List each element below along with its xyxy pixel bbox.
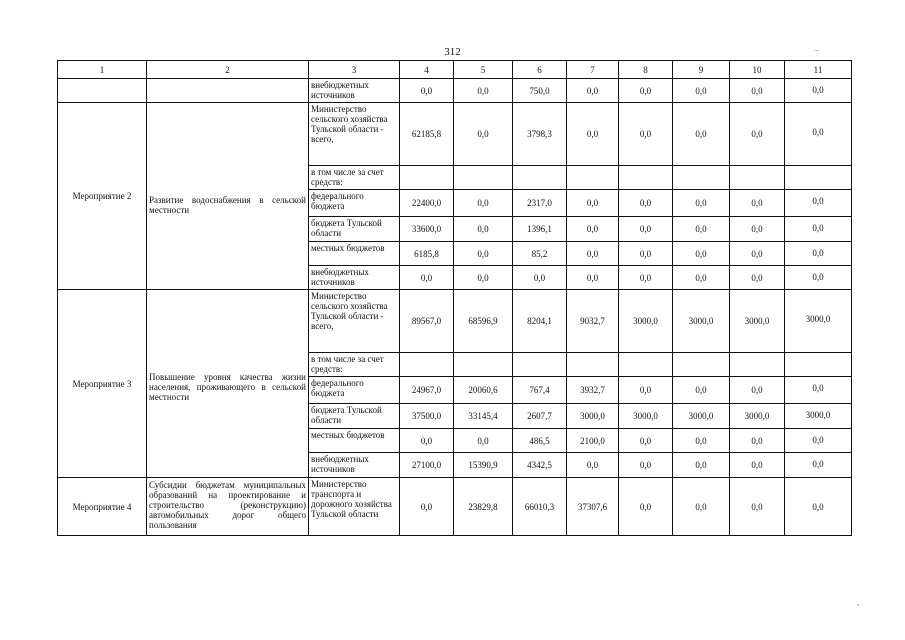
value-cell: 767,4 [513,377,567,404]
source-cell: в том числе за счет средств: [309,166,400,190]
value-cell: 2317,0 [513,190,567,217]
value-cell: 0,0 [730,453,785,478]
value-cell [454,166,513,190]
value-cell: 0,0 [567,266,619,290]
value-cell: 3798,3 [513,103,567,166]
value-cell [673,166,730,190]
value-cell: 3000,0 [619,290,673,353]
value-cell: 89567,0 [400,290,454,353]
value-cell: 37500,0 [400,404,454,429]
value-cell: 4342,5 [513,453,567,478]
value-cell: 0,0 [673,377,730,404]
source-cell: внебюджетных источников [309,266,400,290]
value-cell: 0,0 [454,429,513,453]
source-cell: местных бюджетов [309,242,400,266]
page-number: 312 [444,46,461,58]
event-description: Субсидии бюджетам муниципальных образований на проектирование и строительство (реконструкцию) автомобильных дорог общего пользования [147,478,309,536]
value-cell: 0,0 [785,79,852,103]
value-cell: 0,0 [673,103,730,166]
column-header: 1 [58,61,147,79]
value-cell: 0,0 [454,103,513,166]
source-cell: Министерство сельского хозяйства Тульской области - всего, [309,290,400,353]
value-cell: 0,0 [400,478,454,536]
table-row [58,290,852,353]
value-cell: 3000,0 [785,404,852,429]
value-cell: 0,0 [785,190,852,217]
source-cell: Министерство сельского хозяйства Тульской области - всего, [309,103,400,166]
value-cell: 22400,0 [400,190,454,217]
value-cell: 0,0 [730,190,785,217]
table-row [58,79,852,103]
source-cell: внебюджетных источников [309,453,400,478]
value-cell: 0,0 [619,79,673,103]
value-cell: 0,0 [785,429,852,453]
column-header: 11 [785,61,852,79]
value-cell: 0,0 [730,103,785,166]
description-cell [147,79,309,103]
value-cell: 0,0 [730,217,785,242]
value-cell: 6185,8 [400,242,454,266]
scan-speck [857,604,859,606]
value-cell [567,353,619,377]
column-header: 7 [567,61,619,79]
value-cell [730,166,785,190]
column-header: 9 [673,61,730,79]
value-cell: 27100,0 [400,453,454,478]
value-cell: 20060,6 [454,377,513,404]
source-cell: бюджета Тульской области [309,217,400,242]
event-label: Мероприятие 2 [58,103,147,290]
value-cell: 0,0 [785,377,852,404]
value-cell: 0,0 [619,429,673,453]
value-cell: 0,0 [785,242,852,266]
value-cell: 1396,1 [513,217,567,242]
value-cell: 62185,8 [400,103,454,166]
budget-table [57,60,852,536]
header-row [58,61,852,79]
value-cell: 0,0 [454,79,513,103]
source-cell: местных бюджетов [309,429,400,453]
value-cell: 0,0 [673,242,730,266]
value-cell [619,166,673,190]
column-header: 5 [454,61,513,79]
source-cell: Министерство транспорта и дорожного хозяйства Тульской области [309,478,400,536]
value-cell: 15390,9 [454,453,513,478]
value-cell: 0,0 [567,79,619,103]
value-cell: 0,0 [673,79,730,103]
event-cell [58,79,147,103]
value-cell: 0,0 [673,453,730,478]
value-cell: 3000,0 [567,404,619,429]
value-cell: 0,0 [619,103,673,166]
value-cell: 37307,6 [567,478,619,536]
value-cell: 0,0 [785,103,852,166]
value-cell: 0,0 [619,453,673,478]
value-cell: 0,0 [673,478,730,536]
value-cell: 0,0 [785,266,852,290]
value-cell: 0,0 [619,266,673,290]
event-description: Развитие водоснабжения в сельской местности [147,103,309,290]
value-cell: 0,0 [513,266,567,290]
value-cell: 0,0 [567,242,619,266]
value-cell: 3932,7 [567,377,619,404]
value-cell: 486,5 [513,429,567,453]
source-cell: федерального бюджета [309,190,400,217]
value-cell: 0,0 [454,266,513,290]
value-cell: 0,0 [673,266,730,290]
value-cell: 0,0 [454,190,513,217]
value-cell: 24967,0 [400,377,454,404]
column-header: 3 [309,61,400,79]
value-cell [673,353,730,377]
value-cell: 68596,9 [454,290,513,353]
value-cell [400,166,454,190]
value-cell: 3000,0 [730,290,785,353]
value-cell: 3000,0 [673,404,730,429]
value-cell: 0,0 [619,217,673,242]
value-cell: 0,0 [454,217,513,242]
value-cell: 0,0 [730,242,785,266]
column-header: 6 [513,61,567,79]
value-cell: 0,0 [730,79,785,103]
value-cell: 3000,0 [619,404,673,429]
value-cell: 0,0 [567,453,619,478]
column-header: 8 [619,61,673,79]
event-description: Повышение уровня качества жизни населения, проживающего в сельской местности [147,290,309,478]
value-cell: 0,0 [730,478,785,536]
column-header: 10 [730,61,785,79]
value-cell [513,166,567,190]
source-cell: бюджета Тульской области [309,404,400,429]
value-cell: 0,0 [400,429,454,453]
value-cell: 0,0 [730,266,785,290]
event-label: Мероприятие 4 [58,478,147,536]
value-cell: 0,0 [619,190,673,217]
value-cell: 0,0 [673,190,730,217]
value-cell [619,353,673,377]
value-cell: 0,0 [619,377,673,404]
event-label: Мероприятие 3 [58,290,147,478]
value-cell: 0,0 [567,217,619,242]
source-cell: федерального бюджета [309,377,400,404]
value-cell: 0,0 [400,266,454,290]
value-cell: 0,0 [785,478,852,536]
value-cell [730,353,785,377]
value-cell: 3000,0 [673,290,730,353]
value-cell: 8204,1 [513,290,567,353]
value-cell: 33600,0 [400,217,454,242]
value-cell [513,353,567,377]
value-cell [785,353,852,377]
value-cell: 0,0 [619,242,673,266]
value-cell [567,166,619,190]
source-cell: внебюджетных источников [309,79,400,103]
value-cell: 9032,7 [567,290,619,353]
value-cell: 750,0 [513,79,567,103]
column-header: 4 [400,61,454,79]
column-header: 2 [147,61,309,79]
table-row [58,103,852,166]
value-cell: 3000,0 [785,290,852,353]
value-cell [454,353,513,377]
value-cell: 0,0 [673,217,730,242]
value-cell: 0,0 [730,377,785,404]
value-cell: 2607,7 [513,404,567,429]
value-cell: 0,0 [567,103,619,166]
value-cell: 0,0 [454,242,513,266]
value-cell: 0,0 [730,429,785,453]
value-cell: 0,0 [567,190,619,217]
table-row [58,478,852,536]
value-cell [400,353,454,377]
value-cell: 85,2 [513,242,567,266]
value-cell [785,166,852,190]
value-cell: 0,0 [785,217,852,242]
scan-mark [815,50,819,51]
value-cell: 2100,0 [567,429,619,453]
value-cell: 0,0 [785,453,852,478]
value-cell: 0,0 [673,429,730,453]
value-cell: 0,0 [400,79,454,103]
value-cell: 23829,8 [454,478,513,536]
source-cell: в том числе за счет средств: [309,353,400,377]
value-cell: 3000,0 [730,404,785,429]
value-cell: 0,0 [619,478,673,536]
value-cell: 66010,3 [513,478,567,536]
value-cell: 33145,4 [454,404,513,429]
